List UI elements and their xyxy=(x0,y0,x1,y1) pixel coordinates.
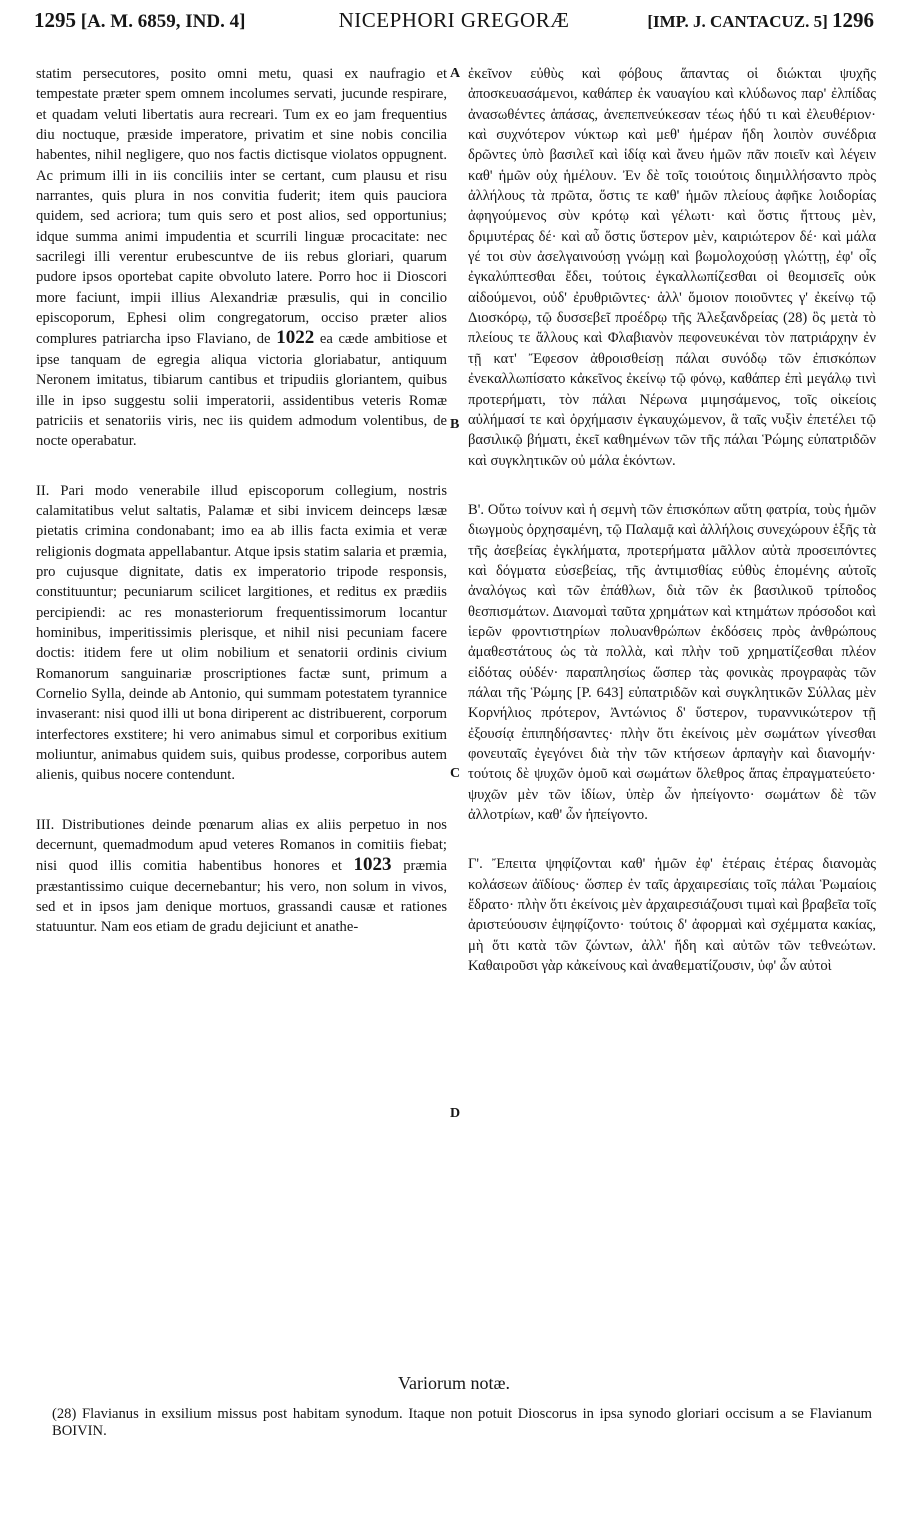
latin-text-1b: ea cæde ambitiose et ipse tanquam de egregia aliqua victoria gloriabatur, antiquum Neronem imitatus, tibiarum cantibus et tripudiis gloriantem, quibus ille in ipso suggestu solii imperatorii, assidentibus veteris Romæ patriciis et senatoriis viris, nec iis quidem admodum volentibus, de nocte operabatur. xyxy=(36,331,447,450)
notes-heading: Variorum notæ. xyxy=(398,1373,510,1393)
greek-text-2b: εὐπατριδῶν καὶ συγκλητικῶν Σύλλας μὲν Κορνήλιος πρότερον, Ἀντώνιος δ' ὕστερον, τυραννικώτερον τῇ ἐξουσίᾳ ἐπιπηδήσαντες· πλὴν ὅτι ἐκείνοις μὲν σωμάτων γίνεσθαι φονευταῖς ἐγεγόνει διὰ τὴν τῶν κτήσεων ἁρπαγὴν καὶ διανομήν· τούτοις δὲ ψυχῶν ὁμοῦ καὶ σωμάτων ὄλεθρος ἅπας ἐπραγματεύετο· ψυχῶν μὲν τῶν ἰδίων, ὑπὲρ ὧν ἠπείγοντο· σωμάτων δὲ τῶν ἀλλοτρίων, καθ' ὧν ἠπείγοντο. xyxy=(468,684,877,824)
margin-marker-b: B xyxy=(450,417,460,432)
greek-paragraph-3: Γ'. Ἔπειτα ψηφίζονται καθ' ἡμῶν ἐφ' ἑτέραις ἑτέρας διανομὰς κολάσεων ἀϊδίους· ὥσπερ ἐν ταῖς ἀρχαιρεσίαις τοῖς πάλαι Ῥωμαίοις ἔδρατο· πλὴν ὅτι ἐκείνοις μὲν ἀρχαιρεσιάζουσι τιμαὶ καὶ βραβεῖα τοῖς ἀριστεύουσιν ἐψηφίζοντο· τούτοις δ' ἀφορμαὶ καὶ σχέμματα κακίας, μὴ ὅτι κατὰ τῶν ζώντων, ἀλλ' ἤδη καὶ αὐτῶν τῶν τεθνεώτων. Καθαιροῦσι γὰρ κἀκείνους καὶ ἀναθεματίζουσιν, ὑφ' ὧν αὐτοὶ xyxy=(468,856,876,975)
greek-column xyxy=(468,64,876,976)
latin-paragraph-1 xyxy=(36,64,447,452)
column-number-1023: 1023 xyxy=(353,854,392,876)
right-reference: [IMP. J. CANTACUZ. 5] xyxy=(647,12,828,31)
section-gap xyxy=(36,452,447,481)
latin-text-3a: III. Distributiones deinde pœnarum alias ex aliis perpetuo in nos decernunt, quemadmodum apud veteres Romanos in comitiis fiebat; nisi quod illis comitia habentibus honores et xyxy=(36,816,447,875)
running-title: NICEPHORI GREGORÆ xyxy=(338,8,570,32)
latin-paragraph-3 xyxy=(36,815,447,938)
greek-text-1b: ὃς μετὰ τὸ πλείους τε ἄλλους καὶ Φλαβιανὸν πεφονευκέναι τὸν πατριάρχην ἐν τῇ κατ' Ἔφεσον ἀθροισθείσῃ πάλαι συνόδῳ τῶν ἐπισκόπων ἐνεκαλλωπίσατο κἀκεῖνος ἐκείνῳ τῷ φόνῳ, καθάπερ ἐπὶ μεγάλῳ τινὶ προτερήματι, τὸν πάλαι Νέρωνα μιμησάμενος, τοῖς οἰκείοις αὐλήμασί τε καὶ ὀρχήμασιν ἐγκαυχώμενον, ἃ ταῖς νυξὶν ἐπετέλει τῷ βασιλικῷ βήματι, ἐκεῖ καθημένων τῶν τῆς πάλαι Ῥώμης εὐπατριδῶν καὶ συγκλητικῶν οὐ μάλα ἑκόντων. xyxy=(468,310,876,469)
latin-text-1a: statim persecutores, posito omni metu, quasi ex naufragio et tempestate præter spem omnem incolumes servati, jucunde respirare, et quadam veluti libertatis aura recreari. Tum ex eo jam frequentius diu noctuque, præside imperatore, privatim et sine nobis concilia habentes, nihil negligere, quo nos factis dictisque violatos oppugnent. Ac primum illi in iis conciliis inter se certant, cum plausu et risu narrantes, quis plura in nos convitia fuderit; item quis pauciora quidem, sed acriora; tum quis sero et post alios, sed opportunius; idque summa animi impudentia et scurrili linguæ procacitate: nec sacrilegi illi verentur erubescuntve de iis rebus gloriari, quarum pudore ipsos oportebat capite obvoluto latere. Porro hoc ii Dioscori more faciunt, impii illius Alexandriæ præsulis, qui in concilio episcoporum, Ephesi olim congregatorum, occiso præter alios complures patriarcha ipso Flaviano, de xyxy=(36,66,447,348)
margin-marker-c: C xyxy=(450,766,461,781)
section-gap xyxy=(36,786,447,815)
page-reference: [P. 643] xyxy=(576,684,624,701)
latin-paragraph-2: II. Pari modo venerabile illud episcoporum collegium, nostris calamitatibus velut saltatis, Palamæ et sibi invicem deinceps læsæ pietatis crimina condonabant; imo ea ab illis facta eximia et veræ religionis dogmata appellabantur. Atque ipsis statim salaria et præmia, pro cujusque dignitate, datis ex imperatorio tripode responsis, constituuntur; pecuniarum scilicet largitiones, et reditus ex prædiis percipiendi: ac res monasteriorum frequentissimorum locantur hominibus, imperitissimis plerisque, et nihil nisi pecuniam facere doctis: itidem fere ut olim nobilium et senatorii ordinis civium Romanorum sanguinariæ proscriptiones factæ sunt, primum a Cornelio Sylla, deinde ab Antonio, qui summam potestatem tyrannice invaserant: nisi quod illi ut bona diriperent ac distribuerent, corporum interfectores exstitere; hi vero animabus simul et corporibus exitium moliuntur, animabus quidem suis, quibus prodesse, corporibus autem alienis, quibus nocere contendunt. xyxy=(36,482,447,784)
section-gap xyxy=(468,471,876,500)
footnote-reference[interactable]: (28) xyxy=(782,310,808,327)
page-header xyxy=(34,8,874,48)
footnote-author: BOIVIN. xyxy=(52,1423,107,1439)
footnote-text: Flavianus in exsilium missus post habitam synodum. Itaque non potuit Dioscorus in ipsa synodo gloriari occisum a se Flavianum xyxy=(82,1406,872,1422)
greek-paragraph-2 xyxy=(468,500,876,826)
latin-text-3b: præmia præstantissimo cuique decernebantur; his vero, non solum in vivos, sed et in ipsos jam denique mortuos, grassandi causæ et rationes statuuntur. Nam eos etiam de gradu dejiciunt et anathe- xyxy=(36,858,447,936)
column-number-1022: 1022 xyxy=(276,327,315,349)
right-page-number: 1296 xyxy=(832,8,874,32)
margin-marker-a: A xyxy=(450,66,461,81)
footnote-number: (28) xyxy=(52,1406,77,1422)
margin-marker-d: D xyxy=(450,1106,461,1121)
latin-column xyxy=(36,64,447,938)
greek-text-1a: ἐκεῖνον εὐθὺς καὶ φόβους ἅπαντας οἱ διώκται ψυχῆς ἀποσκευασάμενοι, καθάπερ ἐκ ναυαγίου καὶ κλύδωνος παρ' ἐλπίδας ἀνασωθέντες ἁπάσας, ἀνεπεπνεύκεσαν τέως ἡδύ τι καὶ ἐλευθέριον· καὶ συχνότερον νύκτωρ καὶ μεθ' ἡμέραν ἤδη λοιπὸν συνέδρια δρῶντες ὑπὸ βασιλεῖ καὶ ἰδίᾳ καὶ ἄνευ ἡμῶν πᾶν ποιεῖν καὶ λέγειν καθ' ἡμῶν οὐχ ἡμέλουν. Ἐν δὲ τοῖς τοιούτοις διημιλλήσαντο πρὸς ἀλλήλους τὰ πρῶτα, ὅστις τε καθ' ἡμῶν πλείους ἀφῆκε λοιδορίας ἀφηγούμενος σὺν κρότῳ καὶ γέλωτι· καὶ ὅστις ἥττους μὲν, δριμυτέρας δέ· καὶ αὖ ὅστις ὕστερον μὲν, καιριώτερον δέ· καὶ μάλα γέ τοι σὺν ἀσελγαινούσῃ γνώμῃ καὶ βωμολοχούσῃ γλώττῃ, ἐφ' οἷς ἐγκαλύπτεσθαι ἔδει, τούτοις ἐγκαλλωπίζεσθαι οἱ θεομισεῖς οὐκ αἰδούμενοι, οὐδ' ἐρυθριῶντες· ἀλλ' ὅμοιον ποιοῦντες γ' ἐκείνῳ τῷ Διοσκόρῳ, τῷ δυσσεβεῖ προέδρῳ τῆς Ἀλεξανδρείας xyxy=(468,66,876,327)
greek-text-2a: Β'. Οὕτω τοίνυν καὶ ἡ σεμνὴ τῶν ἐπισκόπων αὕτη φατρία, τοὺς ἡμῶν διωγμοὺς ὀρχησαμένη, τῷ Παλαμᾷ καὶ ἀλλήλοις συνεχώρουν ἑξῆς τὰ τῆς ἀσεβείας ἐγκλήματα, προτερήματα μᾶλλον αὐτὰ προσειπόντες καὶ δόγματα εὐσεβείας, τῆς ἀντιμισθίας εὐθὺς ἑπομένης αὐτοῖς ἀναλόγως καὶ τῶν ἐπάθλων, διὰ τῶν ἐκ βασιλικοῦ τρίποδος θεσπισμάτων. Διανομαὶ ταῦτα χρημάτων καὶ κτημάτων πρόσοδοι καὶ ἱερῶν φροντιστηρίων πολυανθρώπων ἐκδόσεις πρὸς ἀνθρώπους ἀμαθεστάτους ὡς τὰ πολλὰ, καὶ πλὴν τοῦ χρηματίζεσθαι πλέον εἰδότας οὐδέν· παραπλησίως ὥσπερ τὰς φονικὰς προγραφὰς τῶν πάλαι τῆς Ῥώμης xyxy=(468,501,876,701)
footnote-28 xyxy=(52,1406,872,1440)
greek-paragraph-1 xyxy=(468,64,876,471)
left-page-number: 1295 xyxy=(34,8,76,32)
header-right xyxy=(647,8,874,33)
left-reference: [A. M. 6859, IND. 4] xyxy=(80,11,246,32)
section-gap xyxy=(468,825,876,854)
